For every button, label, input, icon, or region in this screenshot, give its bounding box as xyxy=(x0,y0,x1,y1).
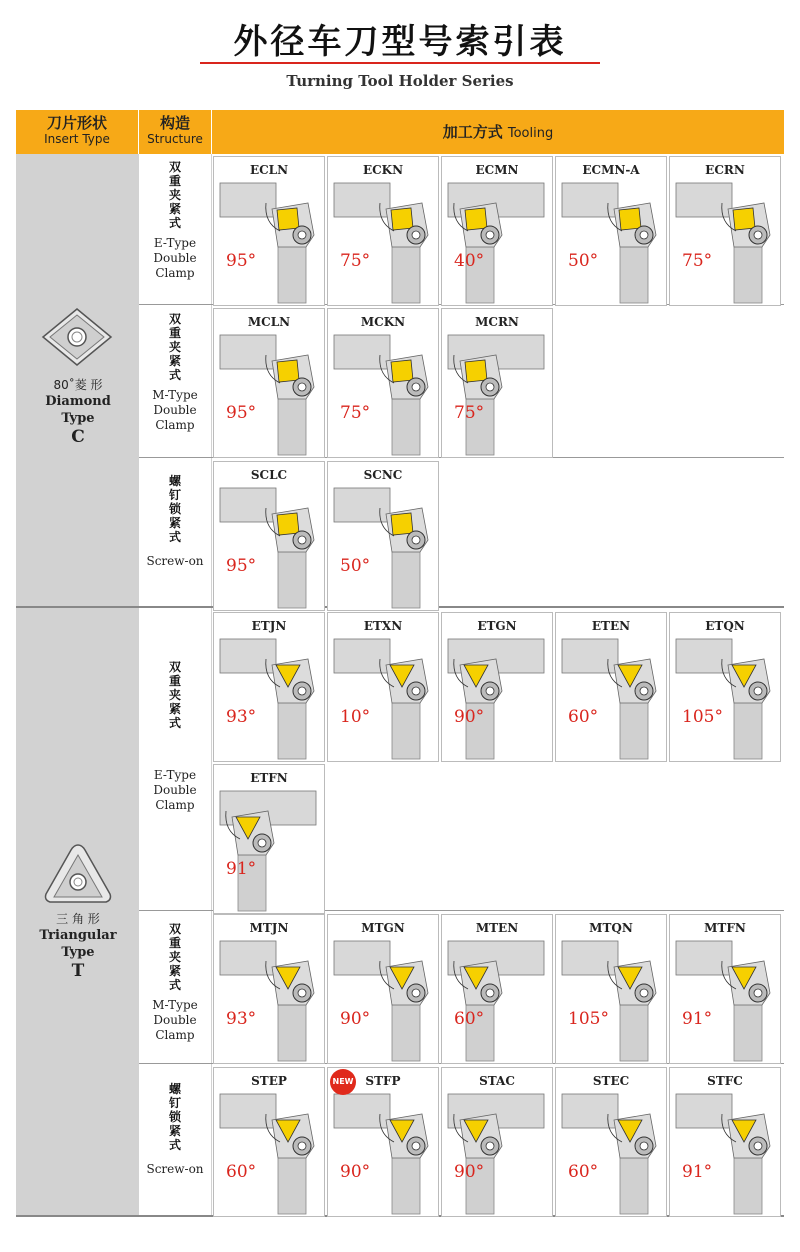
structure-en-line: Double xyxy=(153,783,197,797)
tool-holder-diagram xyxy=(556,157,666,305)
diamond-type-en1: Diamond xyxy=(45,394,111,409)
approach-angle: 105° xyxy=(682,707,723,727)
tool-code: ECMN xyxy=(475,163,519,177)
tool-cell-mtgn xyxy=(327,914,439,1064)
tool-cell-stfp xyxy=(327,1067,439,1217)
structure-cn: 螺钉锁紧式 xyxy=(168,1082,181,1152)
approach-angle: 95° xyxy=(226,403,257,423)
tool-cell-mten xyxy=(441,914,553,1064)
tool-code: STAC xyxy=(479,1074,515,1088)
diamond-type-en2: Type xyxy=(61,411,95,426)
structure-cn: 双重夹紧式 xyxy=(168,922,181,992)
header-structure-en: Structure xyxy=(147,132,203,146)
triangular-type-en1: Triangular xyxy=(39,928,117,943)
approach-angle: 90° xyxy=(454,707,485,727)
tool-holder-diagram xyxy=(214,915,324,1063)
tool-cell-etqn xyxy=(669,612,781,762)
tool-holder-diagram xyxy=(328,309,438,457)
tool-code: ETFN xyxy=(250,771,288,785)
tool-holder-diagram xyxy=(670,915,780,1063)
tool-code: MTFN xyxy=(704,921,746,935)
approach-angle: 91° xyxy=(226,859,257,879)
tooling-divider xyxy=(211,154,212,1216)
tool-code: MCKN xyxy=(360,315,406,329)
structure-cn: 双重夹紧式 xyxy=(168,160,181,230)
tool-code: ECMN-A xyxy=(582,163,640,177)
tool-holder-diagram xyxy=(442,915,552,1063)
diamond-type-letter: C xyxy=(71,427,85,447)
tool-holder-diagram xyxy=(214,765,324,913)
tool-cell-eckn xyxy=(327,156,439,306)
header-insert-cn: 刀片形状 xyxy=(46,114,107,132)
tool-code: ETQN xyxy=(705,619,745,633)
tool-holder-diagram xyxy=(214,1068,324,1216)
approach-angle: 95° xyxy=(226,251,257,271)
approach-angle: 60° xyxy=(568,707,599,727)
tool-code: MTQN xyxy=(589,921,633,935)
tool-holder-diagram xyxy=(670,1068,780,1216)
header-tooling-cn: 加工方式 xyxy=(442,123,503,141)
tool-cell-ecmn-a xyxy=(555,156,667,306)
approach-angle: 75° xyxy=(340,251,371,271)
tool-code: STFC xyxy=(707,1074,743,1088)
structure-en-line: E-Type xyxy=(153,768,197,782)
structure-en xyxy=(139,236,211,281)
approach-angle: 93° xyxy=(226,707,257,727)
header-structure xyxy=(139,110,211,154)
tool-code: STFP xyxy=(365,1074,401,1088)
tool-cell-mcrn xyxy=(441,308,553,458)
tool-code: ETJN xyxy=(251,619,287,633)
tool-holder-diagram xyxy=(442,613,552,761)
approach-angle: 91° xyxy=(682,1009,713,1029)
tool-holder-diagram xyxy=(670,613,780,761)
tool-holder-diagram xyxy=(214,157,324,305)
tool-cell-mtjn xyxy=(213,914,325,1064)
structure-en-line: Clamp xyxy=(155,266,195,280)
approach-angle: 75° xyxy=(682,251,713,271)
approach-angle: 40° xyxy=(454,251,485,271)
tool-code: MCRN xyxy=(475,315,519,329)
tool-cell-mtqn xyxy=(555,914,667,1064)
structure-t-etype xyxy=(139,660,211,820)
tool-cell-mcln xyxy=(213,308,325,458)
tool-holder-diagram xyxy=(556,1068,666,1216)
tool-holder-diagram xyxy=(328,915,438,1063)
structure-c-screwon xyxy=(139,474,211,604)
approach-angle: 75° xyxy=(454,403,485,423)
tool-holder-diagram xyxy=(670,157,780,305)
approach-angle: 95° xyxy=(226,556,257,576)
approach-angle: 90° xyxy=(454,1162,485,1182)
diamond-type-label xyxy=(16,376,140,447)
approach-angle: 75° xyxy=(340,403,371,423)
tool-code: SCNC xyxy=(363,468,403,482)
title-divider xyxy=(200,62,600,64)
structure-en-line: M-Type xyxy=(152,388,198,402)
approach-angle: 50° xyxy=(568,251,599,271)
structure-en-line: Clamp xyxy=(155,418,195,432)
structure-en-line: Screw-on xyxy=(146,554,204,568)
header-tooling-en: Tooling xyxy=(507,126,554,141)
tool-cell-etgn xyxy=(441,612,553,762)
tool-holder-diagram xyxy=(556,915,666,1063)
approach-angle: 90° xyxy=(340,1162,371,1182)
tool-holder-diagram xyxy=(442,309,552,457)
header-structure-cn: 构造 xyxy=(159,114,190,132)
tool-code: ETEN xyxy=(591,619,631,633)
structure-en-line: M-Type xyxy=(152,998,198,1012)
tool-holder-diagram xyxy=(442,1068,552,1216)
tool-cell-sclc xyxy=(213,461,325,611)
structure-t-mtype xyxy=(139,922,211,1062)
tool-cell-stac xyxy=(441,1067,553,1217)
tool-cell-scnc xyxy=(327,461,439,611)
tool-cell-stec xyxy=(555,1067,667,1217)
tool-cell-etjn xyxy=(213,612,325,762)
tool-code: STEP xyxy=(251,1074,287,1088)
tool-code: SCLC xyxy=(250,468,288,482)
structure-en xyxy=(139,1162,211,1177)
structure-en-line: Double xyxy=(153,403,197,417)
tool-cell-mtfn xyxy=(669,914,781,1064)
structure-en-line: Clamp xyxy=(155,798,195,812)
structure-cn: 螺钉锁紧式 xyxy=(168,474,181,544)
tool-code: ETXN xyxy=(363,619,403,633)
approach-angle: 93° xyxy=(226,1009,257,1029)
structure-c-mtype xyxy=(139,312,211,452)
approach-angle: 90° xyxy=(340,1009,371,1029)
tool-code: ECKN xyxy=(362,163,404,177)
tool-code: ECLN xyxy=(249,163,289,177)
tool-cell-etxn xyxy=(327,612,439,762)
tool-holder-diagram xyxy=(214,462,324,610)
structure-en-line: Clamp xyxy=(155,1028,195,1042)
tool-code: MTGN xyxy=(361,921,405,935)
header-insert-en: Insert Type xyxy=(44,132,110,146)
tool-cell-ecln xyxy=(213,156,325,306)
tool-code: ECRN xyxy=(705,163,745,177)
diamond-insert-icon xyxy=(40,306,114,372)
tool-holder-diagram xyxy=(214,613,324,761)
header-insert-type xyxy=(16,110,138,154)
tool-holder-diagram xyxy=(214,309,324,457)
tool-cell-ecrn xyxy=(669,156,781,306)
triangular-type-letter: T xyxy=(71,961,85,981)
structure-cn: 双重夹紧式 xyxy=(168,312,181,382)
page-title: 外径车刀型号索引表 xyxy=(233,22,567,62)
approach-angle: 91° xyxy=(682,1162,713,1182)
structure-en-line: E-Type xyxy=(153,236,197,250)
approach-angle: 50° xyxy=(340,556,371,576)
tool-cell-mckn xyxy=(327,308,439,458)
approach-angle: 60° xyxy=(454,1009,485,1029)
structure-en-line: Double xyxy=(153,1013,197,1027)
approach-angle: 10° xyxy=(340,707,371,727)
approach-angle: 60° xyxy=(568,1162,599,1182)
tool-code: MCLN xyxy=(247,315,291,329)
approach-angle: 60° xyxy=(226,1162,257,1182)
tool-holder-diagram xyxy=(556,613,666,761)
diamond-type-cn: 80˚菱 形 xyxy=(53,378,103,392)
tool-holder-diagram xyxy=(328,462,438,610)
page-subtitle: Turning Tool Holder Series xyxy=(286,72,514,90)
triangular-type-label xyxy=(16,910,140,981)
header-tooling xyxy=(212,110,784,154)
approach-angle: 105° xyxy=(568,1009,609,1029)
structure-en-line: Screw-on xyxy=(146,1162,204,1176)
structure-en xyxy=(139,768,211,813)
tool-cell-stfc xyxy=(669,1067,781,1217)
triangular-insert-icon xyxy=(42,842,114,910)
structure-en xyxy=(139,998,211,1043)
structure-en xyxy=(139,388,211,433)
structure-cn: 双重夹紧式 xyxy=(168,660,181,730)
structure-en xyxy=(139,554,211,569)
triangular-type-en2: Type xyxy=(61,945,95,960)
tool-holder-diagram xyxy=(442,157,552,305)
tool-holder-diagram xyxy=(328,157,438,305)
new-badge: NEW xyxy=(330,1069,356,1095)
structure-c-etype xyxy=(139,160,211,300)
tool-code: STEC xyxy=(592,1074,630,1088)
triangular-type-cn: 三 角 形 xyxy=(56,912,100,926)
tool-holder-diagram xyxy=(328,613,438,761)
tool-cell-eten xyxy=(555,612,667,762)
structure-en-line: Double xyxy=(153,251,197,265)
tool-code: MTJN xyxy=(249,921,289,935)
tool-code: MTEN xyxy=(475,921,519,935)
tool-code: ETGN xyxy=(477,619,517,633)
tool-cell-ecmn xyxy=(441,156,553,306)
tool-cell-step xyxy=(213,1067,325,1217)
structure-t-screwon xyxy=(139,1082,211,1212)
tool-cell-etfn xyxy=(213,764,325,914)
